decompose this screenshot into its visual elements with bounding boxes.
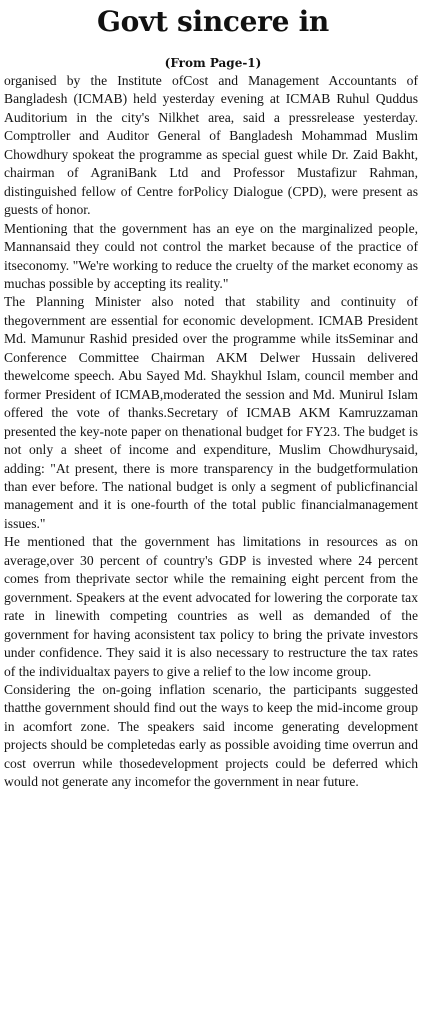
article-body bbox=[4, 72, 418, 792]
article-paragraph: organised by the Institute ofCost and Management Accountants of Bangladesh (ICMAB) held yesterday evening at ICMAB Ruhul Quddus Auditorium in the city's Nilkhet area, said a pressrelease yesterday. Comptroller and Auditor General of Bangladesh Mohammad Muslim Chowdhury spokeat the programme as special guest while Dr. Zaid Bakht, chairman of AgraniBank Ltd and Professor Mustafizur Rahman, distinguished fellow of Centre forPolicy Dialogue (CPD), were present as guests of honor. bbox=[4, 73, 418, 218]
article-paragraph: Considering the on-going inflation scenario, the participants suggested thatthe government should find out the ways to keep the mid-income group in acomfort zone. The speakers said income generating development projects should be completedas early as possible avoiding time overrun and cost overrun while thosedevelopment projects could be deferred which would not generate any incomefor the government in near future. bbox=[4, 681, 418, 790]
continuation-note: (From Page-1) bbox=[164, 56, 262, 70]
article-paragraph: Mentioning that the government has an eye on the marginalized people, Mannansaid they could not control the market because of the practice of itseconomy. "We're working to reduce the cruelty of the market economy as muchas possible by accepting its reality." bbox=[4, 220, 418, 291]
article-paragraph: The Planning Minister also noted that stability and continuity of thegovernment are essential for economic development. ICMAB President Md. Mamunur Rashid presided over the programme while itsSeminar and Conference Committee Chairman AKM Delwer Hussain delivered thewelcome speech. Abu Sayed Md. Shaykhul Islam, council member and former President of ICMAB,moderated the session and Md. Munirul Islam offered the vote of thanks.Secretary of ICMAB AKM Kamruzzaman presented the key-note paper on thenational budget for FY23. The budget is not only a sheet of income and expenditure, Muslim Chowdhurysaid, adding: "At present, there is more transparency in the budgetformulation than ever before. The national budget is only a segment of publicfinancial management and it is one-fourth of the total public financialmanagement issues." bbox=[4, 294, 418, 531]
article-headline: Govt sincere in bbox=[97, 5, 329, 38]
article-paragraph: He mentioned that the government has limitations in resources as on average,over 30 percent of country's GDP is invested where 24 percent comes from theprivate sector while the remaining eight percent from the government. Speakers at the event advocated for lowering the corporate tax rate in linewith competing countries as well as demanded of the government for having aconsistent tax policy to bring the private investors under confidence. They said it is also necessary to restructure the tax rates of the individualtax payers to give a relief to the low income group. bbox=[4, 534, 418, 679]
